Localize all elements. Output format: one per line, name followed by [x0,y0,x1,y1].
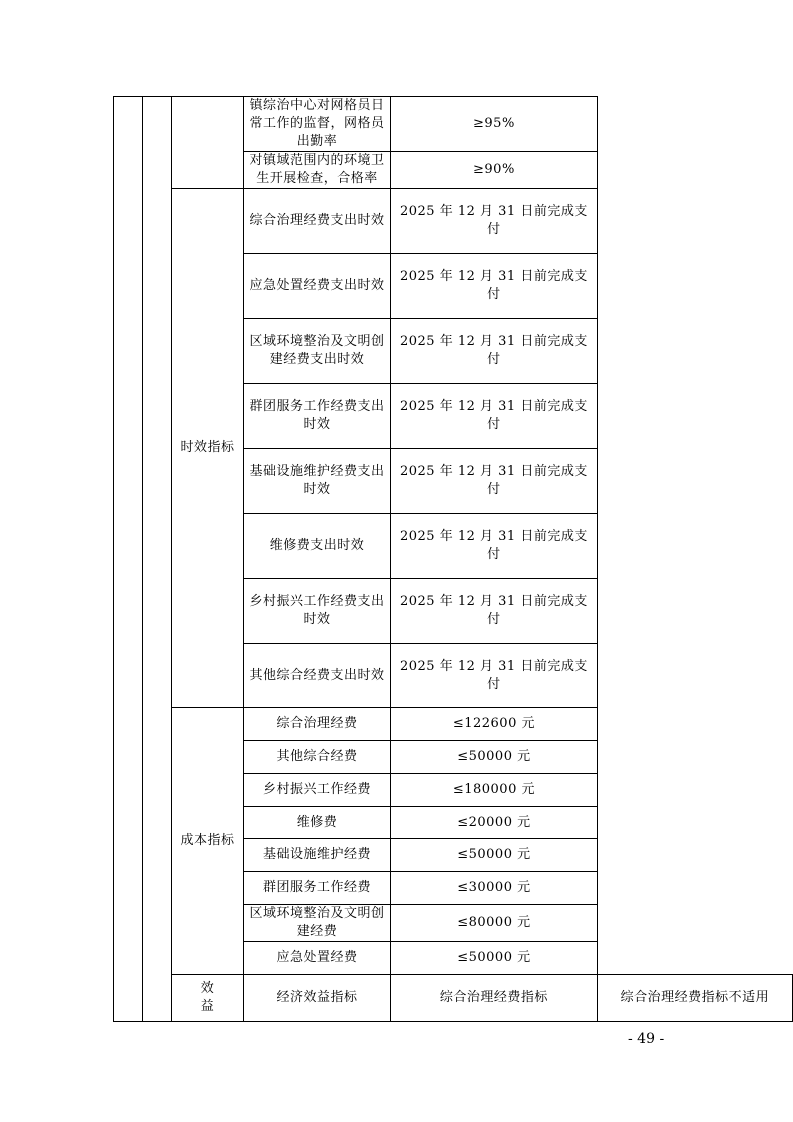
col3-blank-cell [172,97,244,189]
performance-indicator-table [113,96,793,1022]
value-cell: 2025 年 12 月 31 日前完成支付 [391,384,598,449]
indicator-cell: 乡村振兴工作经费支出时效 [243,579,390,644]
indicator-cell: 基础设施维护经费 [243,839,390,872]
table-row [114,189,793,254]
indicator-cell: 综合治理经费支出时效 [243,189,390,254]
value-cell: ≤180000 元 [391,774,598,807]
indicator-cell: 对镇域范围内的环境卫生开展检查，合格率 [243,152,390,189]
value-cell: ≤30000 元 [391,872,598,905]
value-cell: ≤50000 元 [391,839,598,872]
indicator-cell: 乡村振兴工作经费 [243,774,390,807]
value-cell: 2025 年 12 月 31 日前完成支付 [391,644,598,708]
value-cell: 2025 年 12 月 31 日前完成支付 [391,449,598,514]
indicator-cell: 应急处置经费支出时效 [243,254,390,319]
value-cell: ≤80000 元 [391,905,598,942]
value-cell: ≥90% [391,152,598,189]
benefit-category-cell [172,975,244,1022]
cost-category-label: 成本指标 [172,708,244,975]
benefit-category-label: 效益 [200,981,215,1014]
value-cell: 综合治理经费指标不适用 [597,975,792,1022]
indicator-cell: 综合治理经费指标 [391,975,598,1022]
col2-blank-cell [143,97,172,1022]
indicator-cell: 区域环境整治及文明创建经费支出时效 [243,319,390,384]
value-cell: 2025 年 12 月 31 日前完成支付 [391,319,598,384]
value-cell: 2025 年 12 月 31 日前完成支付 [391,514,598,579]
value-cell: ≤20000 元 [391,807,598,839]
value-cell: ≥95% [391,97,598,152]
timeliness-category-label: 时效指标 [172,189,244,708]
indicator-cell: 基础设施维护经费支出时效 [243,449,390,514]
value-cell: ≤50000 元 [391,942,598,975]
indicator-cell: 群团服务工作经费 [243,872,390,905]
table-row [114,97,793,152]
indicator-cell: 应急处置经费 [243,942,390,975]
indicator-cell: 其他综合经费支出时效 [243,644,390,708]
table-row [114,975,793,1022]
value-cell: 2025 年 12 月 31 日前完成支付 [391,254,598,319]
economic-benefit-label: 经济效益指标 [243,975,390,1022]
value-cell: ≤50000 元 [391,741,598,774]
indicator-cell: 镇综治中心对网格员日常工作的监督，网格员出勤率 [243,97,390,152]
page-number: - 49 - [628,1031,665,1047]
value-cell: 2025 年 12 月 31 日前完成支付 [391,579,598,644]
indicator-cell: 群团服务工作经费支出时效 [243,384,390,449]
indicator-cell: 维修费 [243,807,390,839]
table-row [114,708,793,741]
indicator-cell: 维修费支出时效 [243,514,390,579]
indicator-cell: 综合治理经费 [243,708,390,741]
col1-blank-cell [114,97,143,1022]
indicator-cell: 区域环境整治及文明创建经费 [243,905,390,942]
value-cell: ≤122600 元 [391,708,598,741]
value-cell: 2025 年 12 月 31 日前完成支付 [391,189,598,254]
indicator-cell: 其他综合经费 [243,741,390,774]
